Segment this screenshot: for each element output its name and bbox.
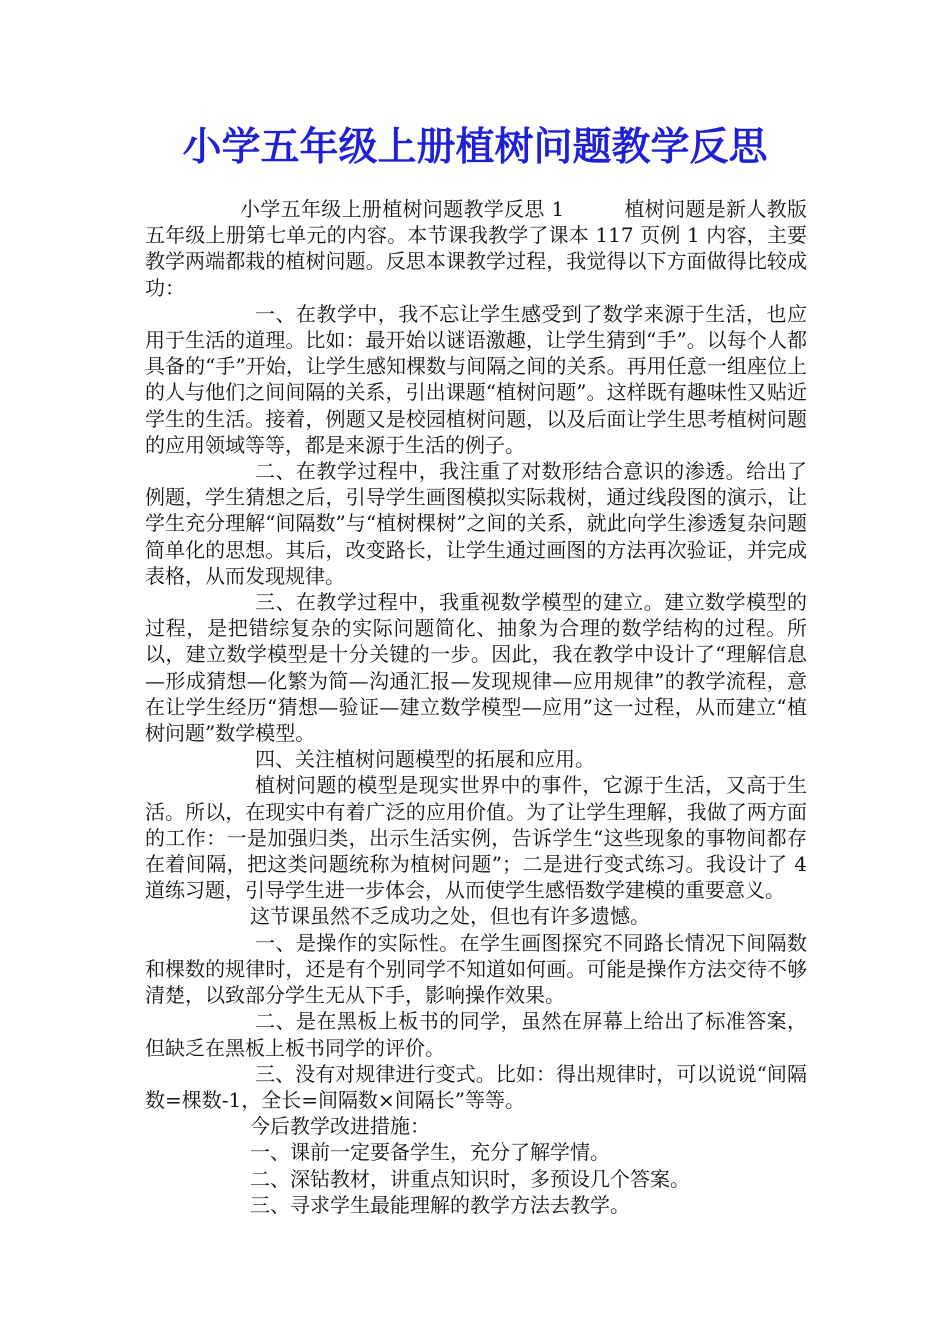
paragraph-regrets-intro: 这节课虽然不乏成功之处，但也有许多遗憾。 — [250, 904, 650, 929]
paragraph-success-1: 一、在教学中，我不忘让学生感受到了数学来源于生活，也应用于生活的道理。比如：最开始以谜语激趣，让学生猜到“手”。以每个人都具备的“手”开始，让学生感知棵数与间隔之间的关系。再用任意一组座位上的人与他们之间间隔的关系，引出课题“植树问题”。这样既有趣味性又贴近学生的生活。接着，例题又是校园植树问题，以及后面让学生思考植树问题的应用领域等等，都是来源于生活的例子。 — [145, 301, 807, 457]
intro-paragraph — [145, 196, 807, 301]
intro-text: 植树问题是新人教版五年级上册第七单元的内容。本节课我教学了课本 117 页例 1 内容，主要教学两端都栽的植树问题。反思本课教学过程，我觉得以下方面做得比较成功： — [145, 197, 808, 300]
document-title: 小学五年级上册植树问题教学反思 — [182, 125, 768, 170]
paragraph-improvement-1: 一、课前一定要备学生，充分了解学情。 — [250, 1140, 610, 1165]
paragraph-success-3: 三、在教学过程中，我重视数学模型的建立。建立数学模型的过程，是把错综复杂的实际问题简化、抽象为合理的数学结构的过程。所以，建立数学模型是十分关键的一步。因此，我在教学中设计了“理解信息—形成猜想—化繁为简—沟通汇报—发现规律—应用规律”的教学流程，意在让学生经历“猜想—验证—建立数学模型—应用”这一过程，从而建立“植树问题”数学模型。 — [145, 590, 807, 746]
paragraph-success-2: 二、在教学过程中，我注重了对数形结合意识的渗透。给出了例题，学生猜想之后，引导学生画图模拟实际栽树，通过线段图的演示，让学生充分理解“间隔数”与“植树棵树”之间的关系，就此向学生渗透复杂问题简单化的思想。其后，改变路长，让学生通过画图的方法再次验证，并完成表格，从而发现规律。 — [145, 459, 807, 588]
paragraph-success-4-heading: 四、关注植树问题模型的拓展和应用。 — [255, 747, 595, 772]
document-body — [145, 196, 807, 1218]
intro-heading: 小学五年级上册植树问题教学反思 1 — [240, 197, 565, 221]
paragraph-improvements-intro: 今后教学改进措施： — [250, 1114, 430, 1139]
paragraph-regret-3: 三、没有对规律进行变式。比如：得出规律时，可以说说“间隔数=棵数-1，全长=间隔数×间隔长”等等。 — [145, 1061, 807, 1112]
paragraph-success-4-body: 植树问题的模型是现实世界中的事件，它源于生活，又高于生活。所以，在现实中有着广泛的应用价值。为了让学生理解，我做了两方面的工作：一是加强归类，出示生活实例，告诉学生“这些现象的事物间都存在着间隔，把这类问题统称为植树问题”；二是进行变式练习。我设计了 4 道练习题，引导学生进一步体会，从而使学生感悟数学建模的重要意义。 — [145, 773, 807, 903]
paragraph-regret-2: 二、是在黑板上板书的同学，虽然在屏幕上给出了标准答案，但缺乏在黑板上板书同学的评价。 — [145, 1009, 807, 1060]
paragraph-improvement-2: 二、深钻教材，讲重点知识时，多预设几个答案。 — [250, 1166, 690, 1191]
paragraph-regret-1: 一、是操作的实际性。在学生画图探究不同路长情况下间隔数和棵数的规律时，还是有个别同学不知道如何画。可能是操作方法交待不够清楚，以致部分学生无从下手，影响操作效果。 — [145, 930, 807, 1008]
paragraph-improvement-3: 三、寻求学生最能理解的教学方法去教学。 — [250, 1192, 630, 1217]
